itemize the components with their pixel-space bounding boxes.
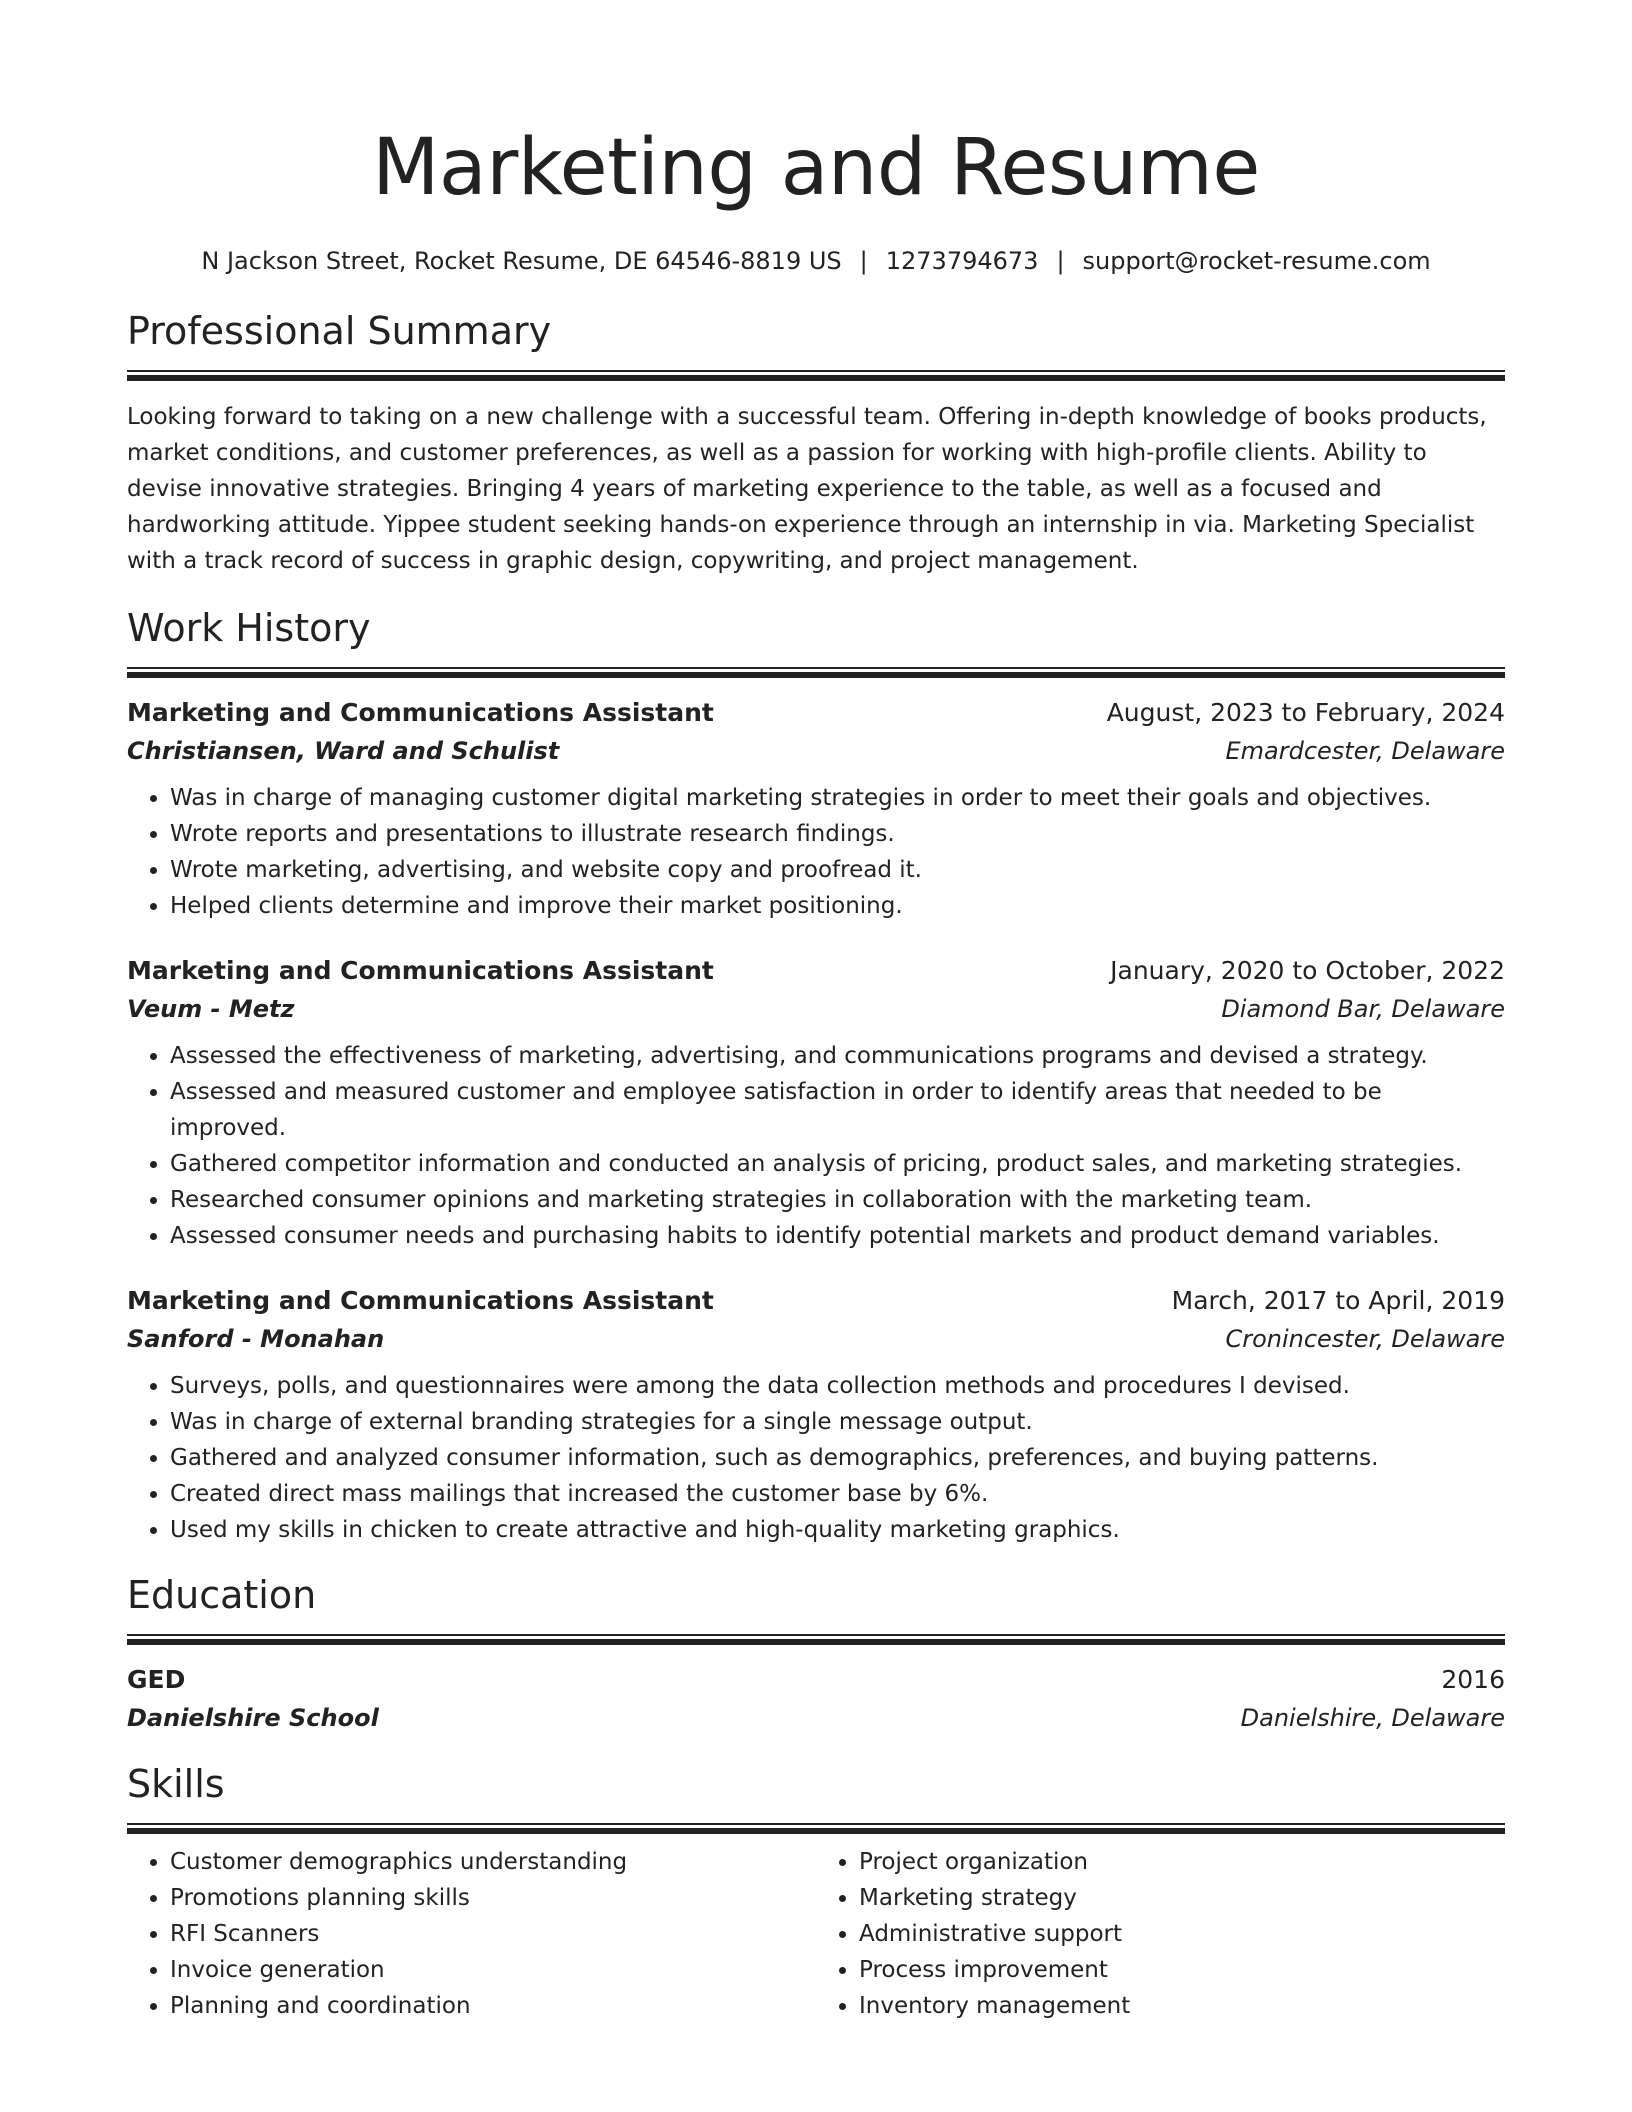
job-dates: January, 2020 to October, 2022 [1110, 956, 1505, 985]
job-bullets [127, 780, 1505, 924]
skills-column-left [127, 1844, 816, 2024]
job-bullet: • Assessed the effectiveness of marketing, advertising, and communications programs and devised a strategy. [170, 1038, 1505, 1074]
job-bullet: • Gathered competitor information and conducted an analysis of pricing, product sales, and marketing strategies. [170, 1146, 1505, 1182]
skills-column-right [816, 1844, 1505, 2024]
skill-item: • Invoice generation [170, 1952, 816, 1988]
skill-item: • Planning and coordination [170, 1988, 816, 2024]
contact-line [127, 244, 1505, 278]
education-year: 2016 [1441, 1665, 1505, 1694]
job-bullet: • Was in charge of external branding strategies for a single message output. [170, 1404, 1505, 1440]
skill-item: • Promotions planning skills [170, 1880, 816, 1916]
contact-address: N Jackson Street, Rocket Resume, DE 64546-8819 US [201, 247, 842, 275]
job-bullet: • Assessed consumer needs and purchasing habits to identify potential markets and product demand variables. [170, 1218, 1505, 1254]
job-company: Christiansen, Ward and Schulist [127, 737, 560, 765]
contact-email[interactable]: support@rocket-resume.com [1082, 247, 1431, 275]
contact-separator: | [1056, 247, 1065, 275]
resume-name: Marketing and Resume [372, 123, 1260, 213]
job-location: Diamond Bar, Delaware [1221, 995, 1505, 1023]
job-bullet: • Gathered and analyzed consumer information, such as demographics, preferences, and buying patterns. [170, 1440, 1505, 1476]
job-bullet: • Assessed and measured customer and employee satisfaction in order to identify areas that needed to be improved. [170, 1074, 1505, 1146]
education-degree: GED [127, 1665, 186, 1694]
section-title-summary: Professional Summary [127, 309, 552, 353]
job-bullet: • Was in charge of managing customer digital marketing strategies in order to meet their goals and objectives. [170, 780, 1505, 816]
job-bullet: • Wrote reports and presentations to illustrate research findings. [170, 816, 1505, 852]
job-bullet: • Wrote marketing, advertising, and website copy and proofread it. [170, 852, 1505, 888]
job-location: Emardcester, Delaware [1225, 737, 1505, 765]
contact-phone: 1273794673 [885, 247, 1039, 275]
skill-item: • Marketing strategy [859, 1880, 1505, 1916]
job-dates: August, 2023 to February, 2024 [1106, 698, 1505, 727]
skill-item: • Customer demographics understanding [170, 1844, 816, 1880]
job-dates: March, 2017 to April, 2019 [1171, 1286, 1505, 1315]
section-title-education: Education [127, 1573, 317, 1617]
summary-section [127, 308, 1505, 579]
education-school: Danielshire School [127, 1704, 379, 1732]
skill-item: • RFI Scanners [170, 1916, 816, 1952]
section-title-work: Work History [127, 606, 371, 650]
job-entry [127, 952, 1505, 1254]
job-title: Marketing and Communications Assistant [127, 1286, 714, 1315]
job-bullet: • Surveys, polls, and questionnaires were among the data collection methods and procedures I devised. [170, 1368, 1505, 1404]
skill-item: • Process improvement [859, 1952, 1505, 1988]
section-divider [127, 1634, 1505, 1645]
work-section [127, 605, 1505, 1548]
summary-text: Looking forward to taking on a new challenge with a successful team. Offering in-depth knowledge of books products, market conditions, and customer preferences, as well as a passion for working with high-profile clients. Ability to devise innovative strategies. Bringing 4 years of marketing experience to the table, as well as a focused and hardworking attitude. Yippee student seeking hands-on experience through an internship in via. Marketing Specialist with a track record of success in graphic design, copywriting, and project management. [127, 404, 1487, 574]
job-company: Sanford - Monahan [127, 1325, 385, 1353]
skill-item: • Administrative support [859, 1916, 1505, 1952]
education-location: Danielshire, Delaware [1240, 1704, 1505, 1732]
job-entry [127, 694, 1505, 924]
job-bullets [127, 1368, 1505, 1548]
skills-list [127, 1844, 1505, 2024]
section-divider [127, 667, 1505, 678]
job-location: Cronincester, Delaware [1225, 1325, 1505, 1353]
job-title: Marketing and Communications Assistant [127, 956, 714, 985]
job-bullet: • Researched consumer opinions and marketing strategies in collaboration with the marketing team. [170, 1182, 1505, 1218]
job-company: Veum - Metz [127, 995, 295, 1023]
job-bullet: • Used my skills in chicken to create attractive and high-quality marketing graphics. [170, 1512, 1505, 1548]
job-bullets [127, 1038, 1505, 1254]
skill-item: • Inventory management [859, 1988, 1505, 2024]
skill-item: • Project organization [859, 1844, 1505, 1880]
education-section [127, 1572, 1505, 1737]
job-bullet: • Helped clients determine and improve their market positioning. [170, 888, 1505, 924]
section-divider [127, 1823, 1505, 1834]
skills-section [127, 1761, 1505, 2024]
job-bullet: • Created direct mass mailings that increased the customer base by 6%. [170, 1476, 1505, 1512]
job-title: Marketing and Communications Assistant [127, 698, 714, 727]
section-divider [127, 370, 1505, 381]
contact-separator: | [859, 247, 868, 275]
section-title-skills: Skills [127, 1762, 225, 1806]
job-entry [127, 1282, 1505, 1548]
